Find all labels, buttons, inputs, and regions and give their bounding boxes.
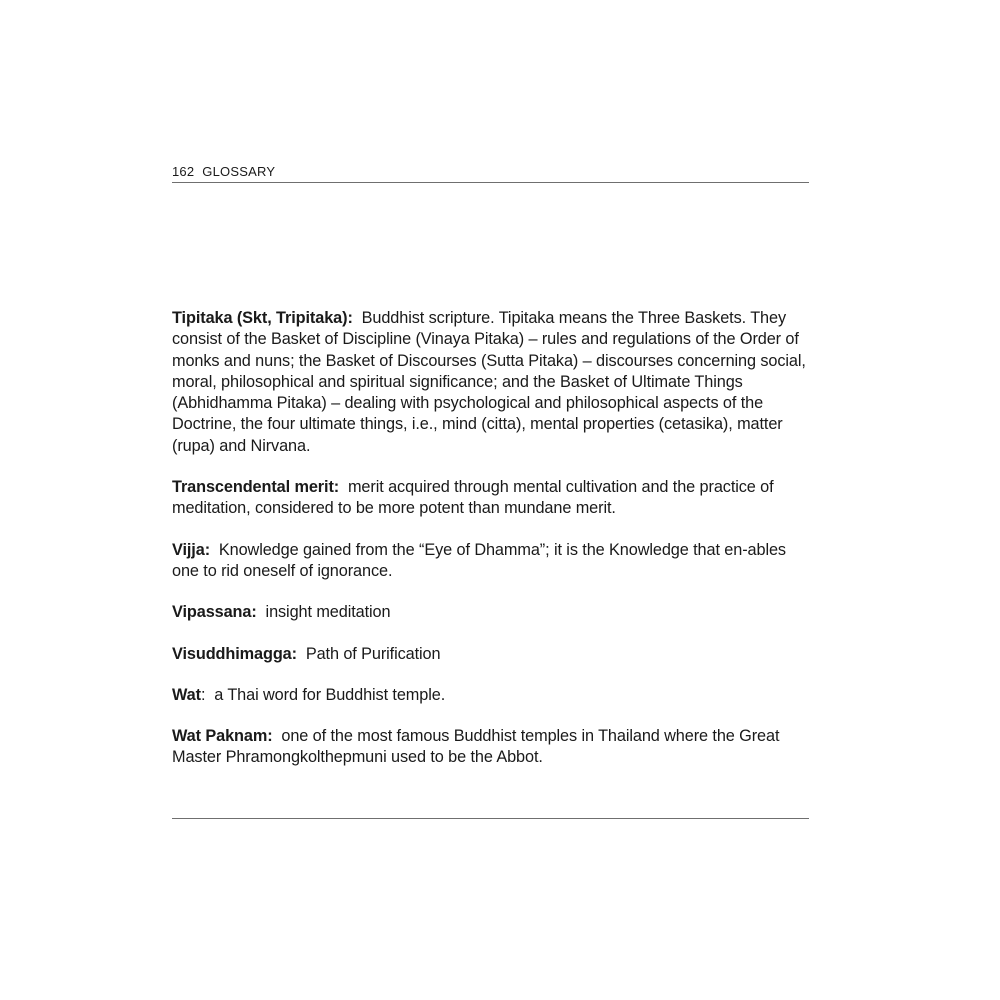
glossary-list xyxy=(172,308,812,789)
glossary-definition: a Thai word for Buddhist temple. xyxy=(214,685,446,704)
glossary-entry-vijja xyxy=(172,540,812,583)
glossary-term: Visuddhimagga: xyxy=(172,644,297,663)
running-header xyxy=(172,164,809,183)
glossary-term: Wat xyxy=(172,685,201,704)
section-title: GLOSSARY xyxy=(202,164,276,179)
term-separator xyxy=(210,541,219,559)
glossary-definition: one of the most famous Buddhist temples in Thailand where the Great Master Phramongkolthepmuni used to be the Abbot. xyxy=(172,727,780,767)
glossary-definition: merit acquired through mental cultivation and the practice of meditation, considered to be more potent than mundane merit. xyxy=(172,478,774,518)
page-number: 162 xyxy=(172,164,195,179)
glossary-entry-wat-paknam xyxy=(172,726,812,769)
term-separator xyxy=(297,645,306,663)
glossary-term: Transcendental merit: xyxy=(172,478,340,497)
footer-rule xyxy=(172,818,809,819)
glossary-term: Vipassana: xyxy=(172,603,257,622)
glossary-term: Vijja: xyxy=(172,540,211,559)
glossary-entry-transcendental-merit xyxy=(172,477,812,520)
term-separator xyxy=(339,478,348,496)
glossary-entry-visuddhimagga xyxy=(172,644,812,665)
glossary-definition: Knowledge gained from the “Eye of Dhamma”; it is the Knowledge that en-ables one to rid oneself of ignorance. xyxy=(172,540,786,580)
glossary-definition: insight meditation xyxy=(265,603,391,622)
term-separator xyxy=(257,603,266,621)
term-separator: : xyxy=(200,685,215,704)
glossary-term: Tipitaka (Skt, Tripitaka): xyxy=(172,309,353,327)
glossary-entry-vipassana xyxy=(172,602,812,623)
glossary-entry-tipitaka xyxy=(172,308,812,457)
glossary-definition: Buddhist scripture. Tipitaka means the Three Baskets. They consist of the Basket of Discipline (Vinaya Pitaka) – rules and regulations of the Order of monks and nuns; the Basket of Discourses (Sutta Pitaka) – discourses concerning social, moral, philosophical and spiritual significance; and the Basket of Ultimate Things (Abhidhamma Pitaka) – dealing with psychological and philosophical aspects of the Doctrine, the four ultimate things, i.e., mind (citta), mental properties (cetasika), matter (rupa) and Nirvana. xyxy=(172,309,806,455)
glossary-entry-wat xyxy=(172,685,812,706)
glossary-definition: Path of Purification xyxy=(305,644,441,663)
glossary-term: Wat Paknam: xyxy=(172,727,273,746)
term-separator xyxy=(353,309,362,327)
